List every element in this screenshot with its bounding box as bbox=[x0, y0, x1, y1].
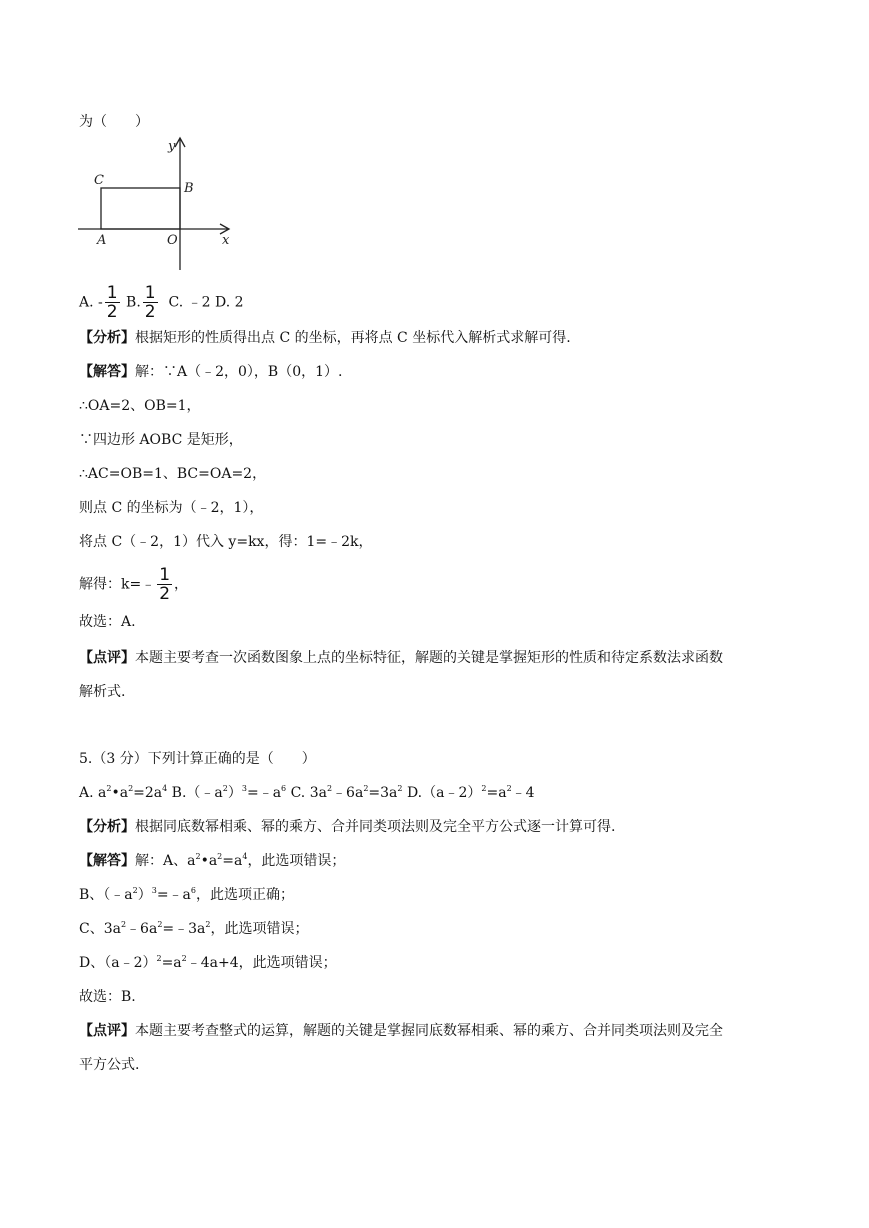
q4-answer-line-6: 将点 C（﹣2，1）代入 y=kx，得：1=﹣2k， bbox=[79, 534, 373, 550]
q4-answer-line-1: 【解答】解：∵A（﹣2，0），B（0，1）. bbox=[79, 364, 343, 380]
q4-comment-1: 【点评】本题主要考查一次函数图象上点的坐标特征，解题的关键是掌握矩形的性质和待定系数法求函数 bbox=[79, 650, 723, 666]
label-x: x bbox=[222, 233, 230, 248]
option-a-label: A. - bbox=[79, 294, 103, 311]
q5-choose: 故选：B. bbox=[79, 989, 136, 1005]
q4-answer-line-5: 则点 C 的坐标为（﹣2，1）， bbox=[79, 500, 264, 516]
option-cd: C. ﹣2 D. 2 bbox=[168, 294, 244, 311]
rectangle-aobc bbox=[101, 188, 180, 229]
q4-choose: 故选：A. bbox=[79, 614, 136, 630]
option-b-fraction: $\frac{1}{2}$ bbox=[144, 283, 156, 322]
q5-comment-1: 【点评】本题主要考查整式的运算，解题的关键是掌握同底数幂相乘、幂的乘方、合并同类项法则及完全 bbox=[79, 1023, 723, 1039]
q5-answer-a: 【解答】解：A、$a^2•a^2=a^4$，此选项错误； bbox=[79, 852, 346, 869]
q4-options bbox=[79, 284, 244, 321]
q4-analysis: 【分析】根据矩形的性质得出点 C 的坐标，再将点 C 坐标代入解析式求解可得. bbox=[79, 330, 571, 346]
q4-answer-line-3: ∵四边形 AOBC 是矩形， bbox=[79, 432, 243, 448]
q4-stem-tail: 为（ ） bbox=[79, 114, 149, 130]
q5-options: A. $a^2•a^2=2a^4$ $B.(﹣a^2)^3=﹣a^6$ C. $3a^2﹣6a^2=3a^2$ $D.(a﹣2)^2=a^2﹣4$ bbox=[79, 784, 535, 801]
q5-answer-c: C、$3a^2﹣6a^2=﹣3a^2$，此选项错误； bbox=[79, 920, 309, 937]
option-a-fraction: $\frac{1}{2}$ bbox=[106, 283, 118, 322]
label-c: C bbox=[94, 173, 104, 188]
q4-comment-2: 解析式. bbox=[79, 684, 126, 700]
q5-answer-d: D、$(a﹣2)^2=a^2﹣4a+4$，此选项错误； bbox=[79, 954, 337, 971]
q4-answer-line-2: ∴OA=2、OB=1， bbox=[79, 398, 201, 414]
label-y: y bbox=[168, 139, 176, 154]
label-o: O bbox=[167, 233, 178, 248]
q5-comment-2: 平方公式. bbox=[79, 1057, 140, 1073]
q4-solve-line: 解得：k=﹣ $\frac{1}{2}$ ， bbox=[79, 565, 189, 604]
q5-answer-b: B、$(﹣a^2)^3=﹣a^6$，此选项正确； bbox=[79, 886, 294, 903]
q4-answer-line-4: ∴AC=OB=1、BC=OA=2， bbox=[79, 466, 267, 482]
solve-fraction: $\frac{1}{2}$ bbox=[159, 565, 171, 604]
label-b: B bbox=[184, 181, 194, 196]
q5-analysis: 【分析】根据同底数幂相乘、幂的乘方、合并同类项法则及完全平方公式逐一计算可得. bbox=[79, 819, 616, 835]
option-b-label: B. bbox=[126, 294, 141, 311]
rectangle-figure bbox=[76, 136, 241, 274]
label-a: A bbox=[97, 233, 107, 248]
q5-stem: 5.（3 分）下列计算正确的是（ ） bbox=[79, 751, 316, 767]
